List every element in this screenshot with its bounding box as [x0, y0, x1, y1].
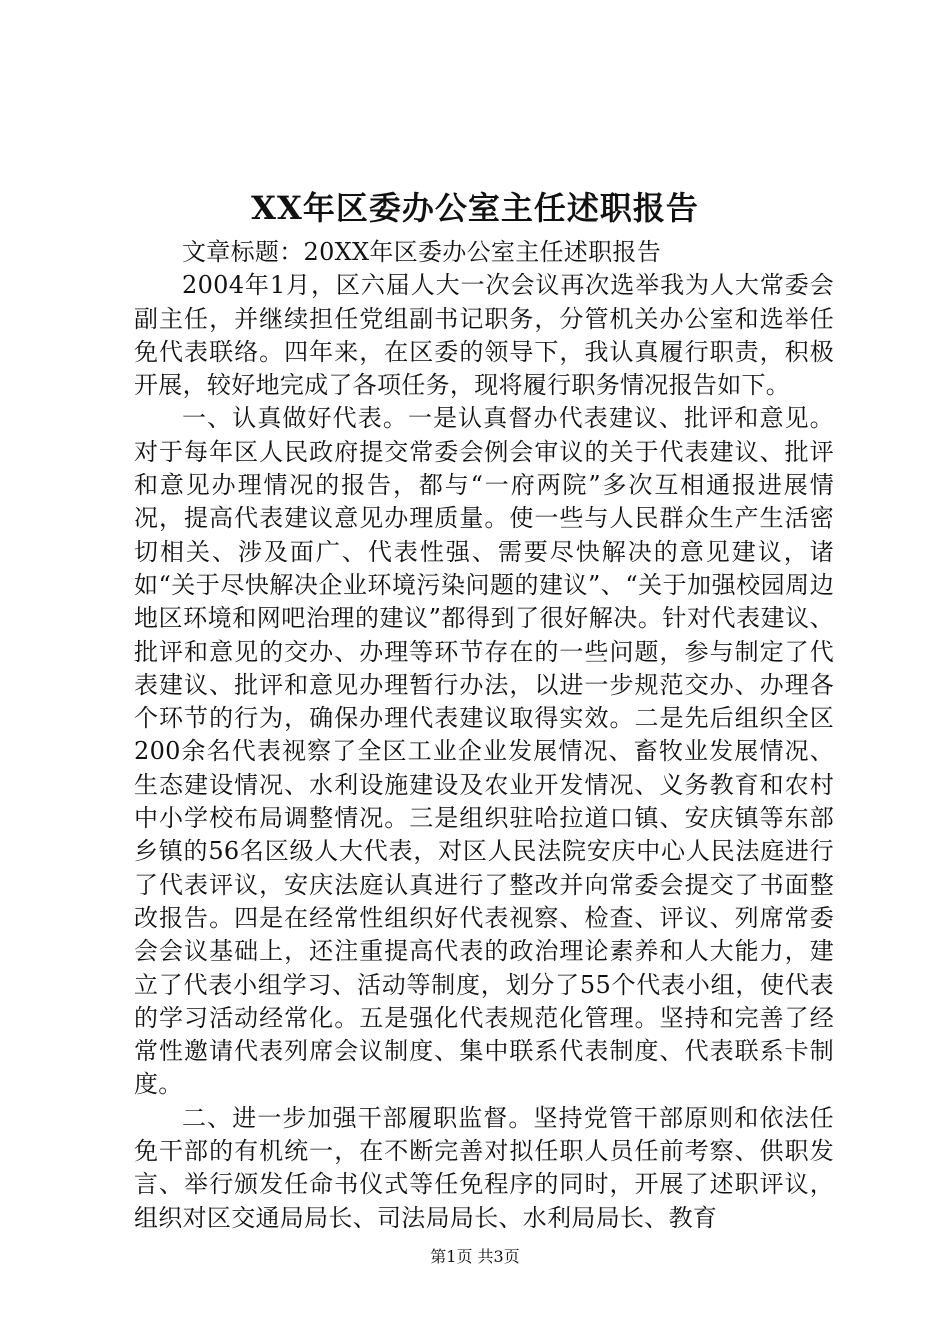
- section-one-paragraph: 一、认真做好代表。一是认真督办代表建议、批评和意见。对于每年区人民政府提交常委会例会审议的关于代表建议、批评和意见办理情况的报告，都与“一府两院”多次互相通报进展情况，提高代表建议意见办理质量。使一些与人民群众生产生活密切相关、涉及面广、代表性强、需要尽快解决的意见建议，诸如“关于尽快解决企业环境污染问题的建议”、“关于加强校园周边地区环境和网吧治理的建议”都得到了很好解决。针对代表建议、批评和意见的交办、办理等环节存在的一些问题，参与制定了代表建议、批评和意见办理暂行办法，以进一步规范交办、办理各个环节的行为，确保办理代表建议取得实效。二是先后组织全区200余名代表视察了全区工业企业发展情况、畜牧业发展情况、生态建设情况、水利设施建设及农业开发情况、义务教育和农村中小学校布局调整情况。三是组织驻哈拉道口镇、安庆镇等东部乡镇的56名区级人大代表，对区人民法院安庆中心人民法庭进行了代表评议，安庆法庭认真进行了整改并向常委会提交了书面整改报告。四是在经常性组织好代表视察、检查、评议、列席常委会会议基础上，还注重提高代表的政治理论素养和人大能力，建立了代表小组学习、活动等制度，划分了55个代表小组，使代表的学习活动经常化。五是强化代表规范化管理。坚持和完善了经常性邀请代表列席会议制度、集中联系代表制度、代表联系卡制度。: [134, 404, 834, 1099]
- page-footer: 第1页 共3页: [430, 1247, 520, 1266]
- document-title: XX年区委办公室主任述职报告: [251, 189, 699, 227]
- article-title-line: 文章标题：20XX年区委办公室主任述职报告: [182, 238, 662, 266]
- section-two-paragraph: 二、进一步加强干部履职监督。坚持党管干部原则和依法任免干部的有机统一，在不断完善对拟任职人员任前考察、供职发言、举行颁发任命书仪式等任免程序的同时，开展了述职评议，组织对区交通局局长、司法局局长、水利局局长、教育: [134, 1103, 834, 1232]
- intro-paragraph: 2004年1月，区六届人大一次会议再次选举我为人大常委会副主任，并继续担任党组副书记职务，分管机关办公室和选举任免代表联络。四年来，在区委的领导下，我认真履行职责，积极开展，较好地完成了各项任务，现将履行职务情况报告如下。: [134, 271, 834, 400]
- document-body: [134, 236, 834, 1235]
